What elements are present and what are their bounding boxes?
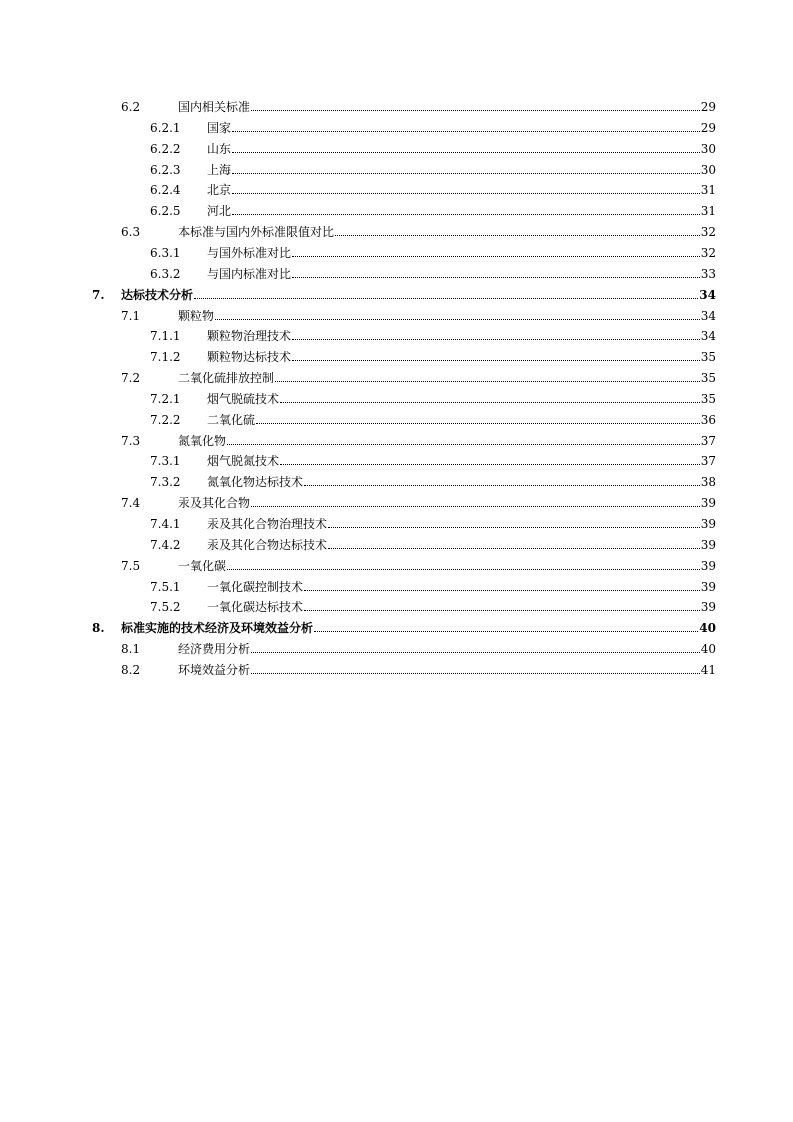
toc-entry-page: 37 <box>700 454 716 468</box>
toc-entry[interactable] <box>121 640 716 656</box>
dot-leader <box>280 402 700 403</box>
toc-entry-number: 7.3.1 <box>150 454 181 468</box>
toc-entry-title: 烟气脱硫技术 <box>207 392 280 406</box>
dot-leader <box>292 277 700 278</box>
toc-entry-page: 33 <box>700 267 716 281</box>
toc-entry-title: 颗粒物 <box>178 309 215 323</box>
toc-entry-page: 34 <box>699 288 716 302</box>
toc-entry-number: 7. <box>92 288 105 302</box>
toc-entry-title: 氮氧化物 <box>178 434 227 448</box>
toc-entry-number: 8.1 <box>121 642 141 656</box>
toc-entry-title: 标准实施的技术经济及环境效益分析 <box>121 621 314 635</box>
toc-entry[interactable] <box>121 307 716 323</box>
toc-entry[interactable] <box>150 390 716 406</box>
toc-entry[interactable] <box>92 286 716 302</box>
toc-entry[interactable] <box>121 98 716 114</box>
toc-entry-title: 国家 <box>207 121 232 135</box>
toc-entry[interactable] <box>150 140 716 156</box>
toc-entry[interactable] <box>150 515 716 531</box>
toc-entry-title: 上海 <box>207 163 232 177</box>
toc-entry[interactable] <box>150 202 716 218</box>
toc-entry-title: 一氧化碳控制技术 <box>207 580 304 594</box>
toc-entry-number: 7.4.2 <box>150 538 181 552</box>
toc-entry-title: 汞及其化合物达标技术 <box>207 538 328 552</box>
dot-leader <box>292 256 700 257</box>
toc-entry[interactable] <box>150 244 716 260</box>
toc-entry-number: 6.2.1 <box>150 121 181 135</box>
toc-entry-number: 7.2.1 <box>150 392 181 406</box>
toc-entry-title: 汞及其化合物治理技术 <box>207 517 328 531</box>
toc-entry-page: 35 <box>700 371 716 385</box>
toc-entry[interactable] <box>150 327 716 343</box>
toc-entry-page: 32 <box>700 246 716 260</box>
dot-leader <box>251 673 700 674</box>
toc-entry-number: 6.2.4 <box>150 183 181 197</box>
toc-entry-number: 6.2.2 <box>150 142 181 156</box>
toc-entry-number: 7.4.1 <box>150 517 181 531</box>
dot-leader <box>232 131 700 132</box>
toc-entry-number: 7.5 <box>121 559 141 573</box>
toc-entry-title: 山东 <box>207 142 232 156</box>
toc-entry-title: 汞及其化合物 <box>178 496 251 510</box>
toc-entry[interactable] <box>121 494 716 510</box>
toc-entry[interactable] <box>150 348 716 364</box>
toc-entry-title: 二氧化硫 <box>207 413 256 427</box>
toc-entry-page: 34 <box>700 329 716 343</box>
toc-entry-title: 环境效益分析 <box>178 663 251 677</box>
dot-leader <box>251 110 700 111</box>
toc-entry-title: 二氧化硫排放控制 <box>178 371 275 385</box>
toc-entry-number: 7.2.2 <box>150 413 181 427</box>
toc-entry-number: 7.5.2 <box>150 600 181 614</box>
toc-entry-page: 32 <box>700 225 716 239</box>
toc-entry-number: 8. <box>92 621 105 635</box>
toc-entry-page: 35 <box>700 392 716 406</box>
toc-entry-title: 与国内标准对比 <box>207 267 292 281</box>
toc-entry-title: 与国外标准对比 <box>207 246 292 260</box>
toc-entry-page: 39 <box>700 580 716 594</box>
toc-entry-page: 37 <box>700 434 716 448</box>
dot-leader <box>335 235 700 236</box>
dot-leader <box>304 485 700 486</box>
toc-entry-page: 39 <box>700 600 716 614</box>
toc-entry-title: 国内相关标准 <box>178 100 251 114</box>
toc-entry-page: 34 <box>700 309 716 323</box>
toc-entry[interactable] <box>150 473 716 489</box>
toc-entry-page: 39 <box>700 517 716 531</box>
dot-leader <box>251 506 700 507</box>
toc-entry-number: 8.2 <box>121 663 141 677</box>
toc-entry[interactable] <box>150 452 716 468</box>
toc-entry-title: 颗粒物达标技术 <box>207 350 292 364</box>
toc-entry-page: 38 <box>700 475 716 489</box>
dot-leader <box>232 173 700 174</box>
toc-entry[interactable] <box>121 432 716 448</box>
toc-entry[interactable] <box>121 557 716 573</box>
toc-entry-number: 7.4 <box>121 496 141 510</box>
toc-entry-number: 7.2 <box>121 371 141 385</box>
toc-entry[interactable] <box>92 619 716 635</box>
toc-entry-title: 达标技术分析 <box>121 288 194 302</box>
dot-leader <box>314 631 698 632</box>
toc-entry-number: 7.3.2 <box>150 475 181 489</box>
toc-entry-title: 氮氧化物达标技术 <box>207 475 304 489</box>
toc-entry-page: 30 <box>700 142 716 156</box>
dot-leader <box>215 319 700 320</box>
toc-entry-title: 一氧化碳达标技术 <box>207 600 304 614</box>
toc-entry-title: 颗粒物治理技术 <box>207 329 292 343</box>
toc-entry[interactable] <box>150 265 716 281</box>
toc-entry-page: 40 <box>700 642 716 656</box>
dot-leader <box>304 590 700 591</box>
toc-entry-number: 7.1.1 <box>150 329 181 343</box>
toc-entry-page: 35 <box>700 350 716 364</box>
toc-entry-number: 6.2 <box>121 100 141 114</box>
toc-entry-number: 7.3 <box>121 434 141 448</box>
dot-leader <box>292 339 700 340</box>
toc-entry[interactable] <box>150 411 716 427</box>
toc-entry-page: 30 <box>700 163 716 177</box>
toc-entry-page: 31 <box>700 204 716 218</box>
toc-entry-number: 7.5.1 <box>150 580 181 594</box>
toc-entry-page: 31 <box>700 183 716 197</box>
dot-leader <box>232 214 700 215</box>
toc-entry[interactable] <box>121 223 716 239</box>
toc-entry-page: 39 <box>700 538 716 552</box>
toc-entry-number: 6.3.2 <box>150 267 181 281</box>
dot-leader <box>251 652 700 653</box>
dot-leader <box>194 298 698 299</box>
dot-leader <box>275 381 700 382</box>
toc-entry-page: 29 <box>700 100 716 114</box>
toc-entry[interactable] <box>150 119 716 135</box>
dot-leader <box>280 464 700 465</box>
dot-leader <box>292 360 700 361</box>
dot-leader <box>328 548 700 549</box>
toc-entry-number: 7.1.2 <box>150 350 181 364</box>
dot-leader <box>256 423 700 424</box>
toc-entry-number: 6.2.3 <box>150 163 181 177</box>
toc-entry[interactable] <box>150 536 716 552</box>
toc-entry-number: 6.3.1 <box>150 246 181 260</box>
toc-entry-number: 6.2.5 <box>150 204 181 218</box>
dot-leader <box>304 610 700 611</box>
toc-entry-title: 本标准与国内外标准限值对比 <box>178 225 335 239</box>
toc-entry-title: 北京 <box>207 183 232 197</box>
toc-entry-title: 经济费用分析 <box>178 642 251 656</box>
dot-leader <box>232 193 700 194</box>
dot-leader <box>232 152 700 153</box>
toc-entry-page: 36 <box>700 413 716 427</box>
toc-entry[interactable] <box>150 161 716 177</box>
toc-entry-title: 一氧化碳 <box>178 559 227 573</box>
toc-entry[interactable] <box>121 661 716 677</box>
toc-entry-page: 39 <box>700 496 716 510</box>
toc-entry-number: 6.3 <box>121 225 141 239</box>
toc-entry[interactable] <box>150 181 716 197</box>
toc-entry[interactable] <box>150 578 716 594</box>
toc-entry-title: 烟气脱氮技术 <box>207 454 280 468</box>
toc-entry[interactable] <box>150 598 716 614</box>
toc-entry[interactable] <box>121 369 716 385</box>
toc-entry-page: 40 <box>699 621 716 635</box>
toc-entry-page: 29 <box>700 121 716 135</box>
dot-leader <box>227 444 700 445</box>
dot-leader <box>328 527 700 528</box>
toc-entry-title: 河北 <box>207 204 232 218</box>
toc-entry-page: 39 <box>700 559 716 573</box>
dot-leader <box>227 569 700 570</box>
toc-entry-page: 41 <box>700 663 716 677</box>
toc-entry-number: 7.1 <box>121 309 141 323</box>
